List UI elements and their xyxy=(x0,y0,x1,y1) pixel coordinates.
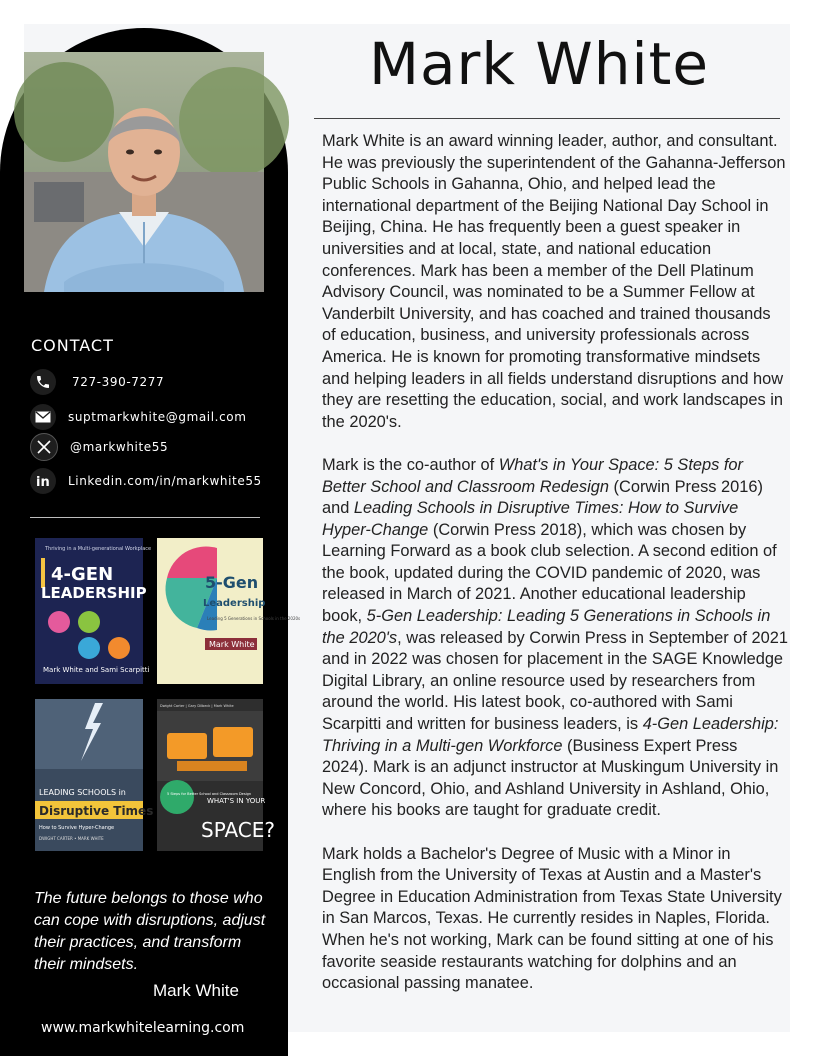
email-row xyxy=(30,404,247,430)
book4-title-top: WHAT'S IN YOUR xyxy=(207,797,266,805)
linkedin-link[interactable]: Linkedin.com/in/markwhite55 xyxy=(68,474,262,488)
quote-author: Mark White xyxy=(153,981,239,1000)
book2-title-top: 5-Gen xyxy=(205,573,259,592)
bio-paragraph-3: Mark holds a Bachelor's Degree of Music with a Minor in English from the University of Texas at Austin and a Master's Degree in Education Administration from Texas State University in San Marcos, Texas. He currently resides in Naples, Florida. When he's not working, Mark can be found sitting at one of his favorite seaside restaurants watching for dolphins and an occasional passing manatee. xyxy=(322,844,782,993)
email-link[interactable]: suptmarkwhite@gmail.com xyxy=(68,410,247,424)
bio-paragraph-2 xyxy=(322,455,788,822)
bio-p2-text-1: Mark is the co-author of xyxy=(322,455,499,474)
bio-book-title-3: 5-Gen Leadership: Leading 5 Generations in Schools in the 2020's xyxy=(322,607,771,647)
book1-subtitle: Thriving in a Multi-generational Workplace xyxy=(45,546,152,552)
twitter-row xyxy=(30,434,168,460)
book1-title-top: 4-GEN xyxy=(51,564,114,585)
book-cover-leading-schools xyxy=(35,699,154,851)
book2-subtitle: Leading 5 Generations in Schools in the 2020s xyxy=(207,616,301,621)
bio-section xyxy=(322,131,788,995)
twitter-handle[interactable]: @markwhite55 xyxy=(70,440,169,454)
contact-heading: CONTACT xyxy=(31,336,114,355)
book2-title-bottom: Leadership xyxy=(203,598,266,609)
phone-row xyxy=(30,369,164,395)
website-link[interactable]: www.markwhitelearning.com xyxy=(41,1020,245,1036)
book3-authors: DWIGHT CARTER • MARK WHITE xyxy=(39,836,104,841)
bio-book-title-1: What's in Your Space: 5 Steps for Better School and Classroom Redesign xyxy=(322,455,744,496)
linkedin-icon xyxy=(30,468,56,494)
x-twitter-icon xyxy=(30,433,58,461)
book3-title-bottom: Disruptive Times xyxy=(39,804,154,818)
book1-title-bottom: LEADERSHIP xyxy=(41,584,147,602)
linkedin-row xyxy=(30,468,262,494)
phone-icon xyxy=(30,369,56,395)
bio-p2-text-4: , was released by Corwin Press in September of 2021 and in 2022 was chosen for placement in the SAGE Knowledge Digital Library, an online resource used by researchers from around the world. His latest book, co-authored with Sami Scarpitti and written for business leaders, is xyxy=(322,628,788,734)
bio-book-title-4: 4-Gen Leadership: Thriving in a Multi-gen Workforce xyxy=(322,715,779,755)
book2-author: Mark White xyxy=(209,640,255,649)
bio-p2-text-2: (Corwin Press 2016) and xyxy=(322,477,763,518)
quote-text: The future belongs to those who can cope with disruptions, adjust their practices, and transform their mindsets. xyxy=(34,890,266,973)
book1-authors: Mark White and Sami Scarpitti xyxy=(43,666,150,674)
book3-subtitle: How to Survive Hyper-Change xyxy=(39,825,115,831)
book-cover-4gen-leadership xyxy=(35,538,152,684)
email-icon xyxy=(30,404,56,430)
bio-p2-text-3: (Corwin Press 2018), which was chosen by Learning Forward as a book club selection. A second edition of the book, updated during the COVID pandemic of 2020, was released in March of 2021. Another educational leadership book, xyxy=(322,520,777,626)
book-cover-whats-in-your-space xyxy=(157,699,276,851)
book4-authors: Dwight Carter | Gary Dilbeck | Mark White xyxy=(160,704,234,708)
book-cover-5gen-leadership xyxy=(157,538,301,684)
book4-badge: 5 Steps for Better School and Classroom Design xyxy=(167,792,252,796)
bio-p2-text-5: (Business Expert Press 2024). Mark is an adjunct instructor at Muskingum University in New Concord, Ohio, and Ashland University in Ashland, Ohio, where his books are taught for graduate credit. xyxy=(322,736,779,820)
bio-paragraph-1: Mark White is an award winning leader, author, and consultant. He was previously the superintendent of the Gahanna-Jefferson Public Schools in Gahanna, Ohio, and helped lead the international department of the Beijing National Day School in Beijing, China. He has frequently been a guest speaker in universities and at local, state, and national education conferences. Mark has been a member of the Dell Platinum Advisory Council, was nominated to be a Summer Fellow at Vanderbilt University, and has coached and trained thousands of education, business, and university professionals across America. He is known for promoting transformative mindsets and helping leaders in all fields understand disruptions and how they are resetting the education, social, and work landscapes in the 2020's. xyxy=(322,132,786,431)
book4-title-bottom: SPACE? xyxy=(201,818,276,842)
svg-text:in: in xyxy=(36,475,50,490)
phone-number[interactable]: 727-390-7277 xyxy=(72,375,165,389)
bio-book-title-2: Leading Schools in Disruptive Times: How to Survive Hyper-Change xyxy=(322,499,739,539)
profile-photo xyxy=(24,52,264,292)
sidebar-divider xyxy=(30,517,260,518)
book3-title-top: LEADING SCHOOLS in xyxy=(39,788,126,797)
title-underline xyxy=(314,118,780,119)
page-title: Mark White xyxy=(368,30,710,98)
